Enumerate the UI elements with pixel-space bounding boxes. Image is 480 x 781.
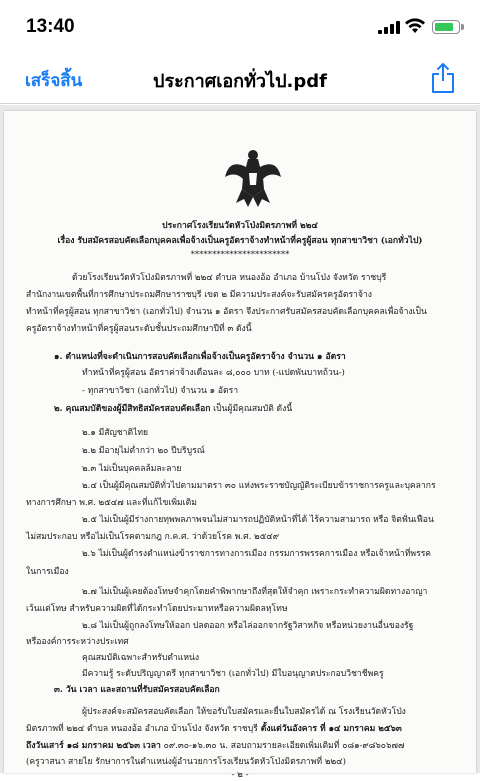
section-1-title: ๑. ตำแหน่งที่จะดำเนินการสอบคัดเลือกเพื่อจ้างเป็นครูอัตราจ้าง จำนวน ๑ อัตรา [54, 352, 346, 362]
doc-header-divider: *********************** [190, 250, 290, 260]
doc-header-subject: เรื่อง รับสมัครสอบคัดเลือกบุคคลเพื่อจ้างเป็นครูอัตราจ้างทำหน้าที่ครูผู้สอน ทุกสาขาวิชา (เอกทั่วไป) [57, 236, 423, 246]
pdf-viewer[interactable] [0, 105, 480, 780]
section-3-line: ผู้ประสงค์จะสมัครสอบคัดเลือก ให้ขอรับใบสมัครและยื่นใบสมัครได้ ณ โรงเรียนวัดหัวโป่ง [82, 707, 406, 717]
done-button[interactable]: เสร็จสิ้น [25, 71, 83, 91]
document-title: ประกาศเอกทั่วไป.pdf [153, 71, 327, 92]
wifi-icon [404, 18, 426, 34]
pdf-page [4, 111, 476, 780]
section-2-item: ในการเมือง [26, 567, 69, 577]
doc-header-school: ประกาศโรงเรียนวัดหัวโป่งมิตรภาพที่ ๒๒๔ [162, 221, 318, 231]
section-2-item: ๒.๖ ไม่เป็นผู้ดำรงตำแหน่งข้าราชการทางการเมือง กรรมการพรรคการเมือง หรือเจ้าหน้าที่พรรค [82, 549, 432, 559]
section-2-item: มีความรู้ ระดับปริญญาตรี ทุกสาขาวิชา (เอกทั่วไป) มีใบอนุญาตประกอบวิชาชีพครู [82, 669, 384, 679]
section-3-start-date: ตั้งแต่วันอังคาร ที่ ๑๔ มกราคม ๒๕๖๓ [257, 724, 402, 734]
intro-line: ทำหน้าที่ครูผู้สอน ทุกสาขาวิชา (เอกทั่วไป) จำนวน ๑ อัตรา จึงประกาศรับสมัครสอบคัดเลือกบุคคลเพื่อจ้างเป็น [26, 307, 427, 317]
section-2-item: ๒.๑ มีสัญชาติไทย [82, 428, 149, 438]
intro-line: สำนักงานเขตพื้นที่การศึกษาประถมศึกษาราชบุรี เขต ๒ มีความประสงค์จะรับสมัครครูอัตราจ้าง [26, 290, 372, 300]
section-1-item: ทำหน้าที่ครูผู้สอน อัตราค่าจ้างเดือนละ ๘,๐๐๐ บาท (-แปดพันบาทถ้วน-) [82, 368, 345, 378]
section-3-line [26, 741, 404, 752]
section-2-title-bold: ๒. คุณสมบัติของผู้มีสิทธิสมัครสอบคัดเลือก [54, 404, 211, 414]
section-2-title-rest: เป็นผู้มีคุณสมบัติ ดังนี้ [210, 404, 293, 414]
section-2-item: ไม่สมประกอบ หรือไม่เป็นโรคตามกฎ ก.ค.ศ. ว่าด้วยโรค พ.ศ. ๒๕๔๙ [26, 532, 280, 542]
section-3-end-date: ถึงวันเสาร์ ๑๘ มกราคม ๒๕๖๓ เวลา [26, 741, 161, 751]
section-2-item: เว้นแต่โทษ สำหรับความผิดที่ได้กระทำโดยประมาทหรือความผิดลหุโทษ [26, 604, 288, 614]
navigation-bar [0, 54, 480, 104]
section-2-item: คุณสมบัติเฉพาะสำหรับตำแหน่ง [82, 653, 200, 663]
section-3-line [26, 724, 402, 735]
page-number: - ๒ - [231, 770, 249, 780]
section-2-title [54, 404, 292, 415]
section-3-location: มิตรภาพที่ ๒๒๔ ตำบล หนองอ้อ อำเภอ บ้านโป่ง จังหวัด ราชบุรี [26, 724, 258, 734]
section-2-item: ๒.๘ ไม่เป็นผู้ถูกลงโทษให้ออก ปลดออก หรือไล่ออกจากรัฐวิสาหกิจ หรือหน่วยงานอื่นของรัฐ [82, 621, 414, 631]
section-2-item: ๒.๒ มีอายุไม่ต่ำกว่า ๒๐ ปีบริบูรณ์ [82, 446, 205, 456]
section-2-item: หรือองค์การระหว่างประเทศ [26, 637, 129, 647]
section-2-item: ๒.๔ เป็นผู้มีคุณสมบัติทั่วไปตามมาตรา ๓๐ แห่งพระราชบัญญัติระเบียบข้าราชการครูและบุคลากร [82, 481, 436, 491]
garuda-emblem-icon [224, 147, 282, 211]
intro-line: ครูอัตราจ้างทำหน้าที่ครูผู้สอนระดับชั้นประถมศึกษาปีที่ ๓ ดังนี้ [26, 324, 252, 334]
status-bar [0, 0, 480, 54]
section-1-item: - ทุกสาขาวิชา (เอกทั่วไป) จำนวน ๑ อัตรา [82, 386, 239, 396]
status-time: 13:40 [26, 16, 75, 37]
section-3-title: ๓. วัน เวลา และสถานที่รับสมัครสอบคัดเลือก [54, 685, 220, 695]
intro-line: ด้วยโรงเรียนวัดหัวโป่งมิตรภาพที่ ๒๒๔ ตำบล หนองอ้อ อำเภอ บ้านโป่ง จังหวัด ราชบุรี [72, 273, 387, 283]
share-icon[interactable] [430, 62, 456, 94]
section-2-item: ทางการศึกษา พ.ศ. ๒๕๔๗ และที่แก้ไขเพิ่มเติม [26, 498, 197, 508]
battery-charging-icon [432, 20, 460, 34]
section-3-time-contact: ๐๙.๓๐-๑๖.๓๐ น. สอบถามรายละเอียดเพิ่มเติมที่ ๐๘๑-๙๘๖๐๖๗๗ [160, 741, 405, 751]
section-3-line: (ครูวาสนา สายไย รักษาการในตำแหน่งผู้อำนวยการโรงเรียนวัดหัวโป่งมิตรภาพที่ ๒๒๔) [26, 757, 347, 767]
section-2-item: ๒.๕ ไม่เป็นผู้มีร่างกายทุพพลภาพจนไม่สามารถปฏิบัติหน้าที่ได้ ไร้ความสามารถ หรือ จิตฟั่นเฟือน [82, 515, 434, 525]
section-2-item: ๒.๗ ไม่เป็นผู้เคยต้องโทษจำคุกโดยคำพิพากษาถึงที่สุดให้จำคุก เพราะกระทำความผิดทางอาญา [82, 587, 428, 597]
cellular-signal-icon [378, 20, 400, 34]
section-2-item: ๒.๓ ไม่เป็นบุคคลล้มละลาย [82, 464, 182, 474]
